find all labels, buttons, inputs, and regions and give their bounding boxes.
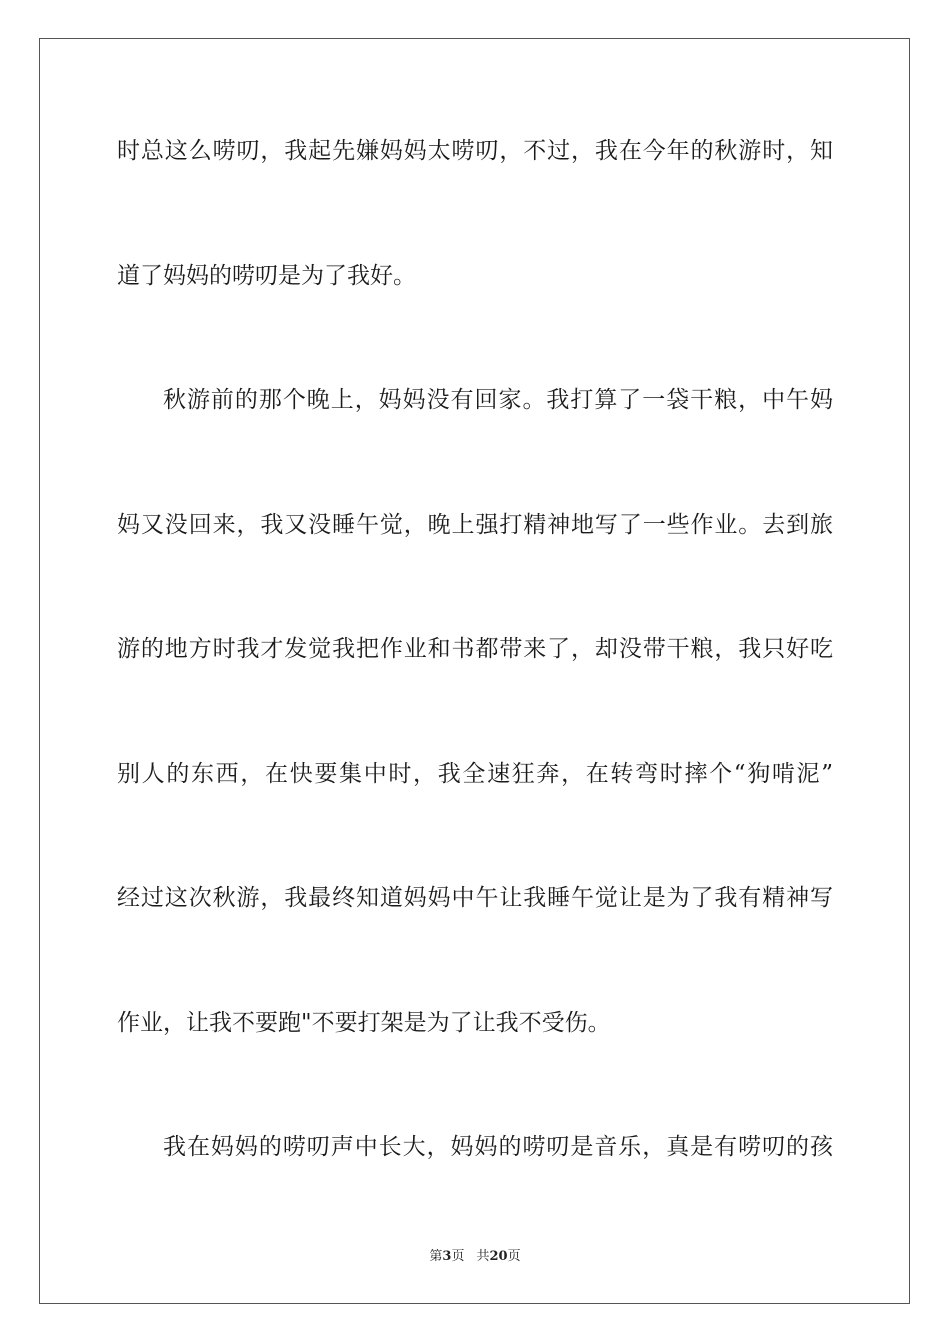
text-line: 经过这次秋游，我最终知道妈妈中午让我睡午觉让是为了我有精神写	[117, 885, 833, 911]
paragraph-first-line: 我在妈妈的唠叨声中长大，妈妈的唠叨是音乐，真是有唠叨的孩	[163, 1134, 833, 1160]
page-number-total: 20	[489, 1249, 508, 1264]
page-total-prefix: 共	[476, 1249, 490, 1264]
page-total-suffix: 页	[507, 1249, 521, 1264]
text-line: 时总这么唠叨，我起先嫌妈妈太唠叨，不过，我在今年的秋游时，知	[117, 138, 833, 164]
page-number-suffix: 页	[451, 1249, 465, 1264]
paragraph-first-line: 秋游前的那个晚上，妈妈没有回家。我打算了一袋干粮，中午妈	[163, 387, 833, 413]
text-line: 游的地方时我才发觉我把作业和书都带来了，却没带干粮，我只好吃	[117, 636, 833, 662]
text-line: 别人的东西，在快要集中时，我全速狂奔，在转弯时摔个“狗啃泥”	[117, 761, 833, 787]
text-line: 妈又没回来，我又没睡午觉，晚上强打精神地写了一些作业。去到旅	[117, 512, 833, 538]
page-footer	[0, 1248, 950, 1266]
page-number-current: 3	[442, 1249, 452, 1264]
page-frame	[39, 38, 910, 1304]
page-number-prefix: 第	[429, 1249, 443, 1264]
text-line: 作业，让我不要跑"不要打架是为了让我不受伤。	[117, 1010, 611, 1036]
text-line: 道了妈妈的唠叨是为了我好。	[117, 263, 416, 289]
